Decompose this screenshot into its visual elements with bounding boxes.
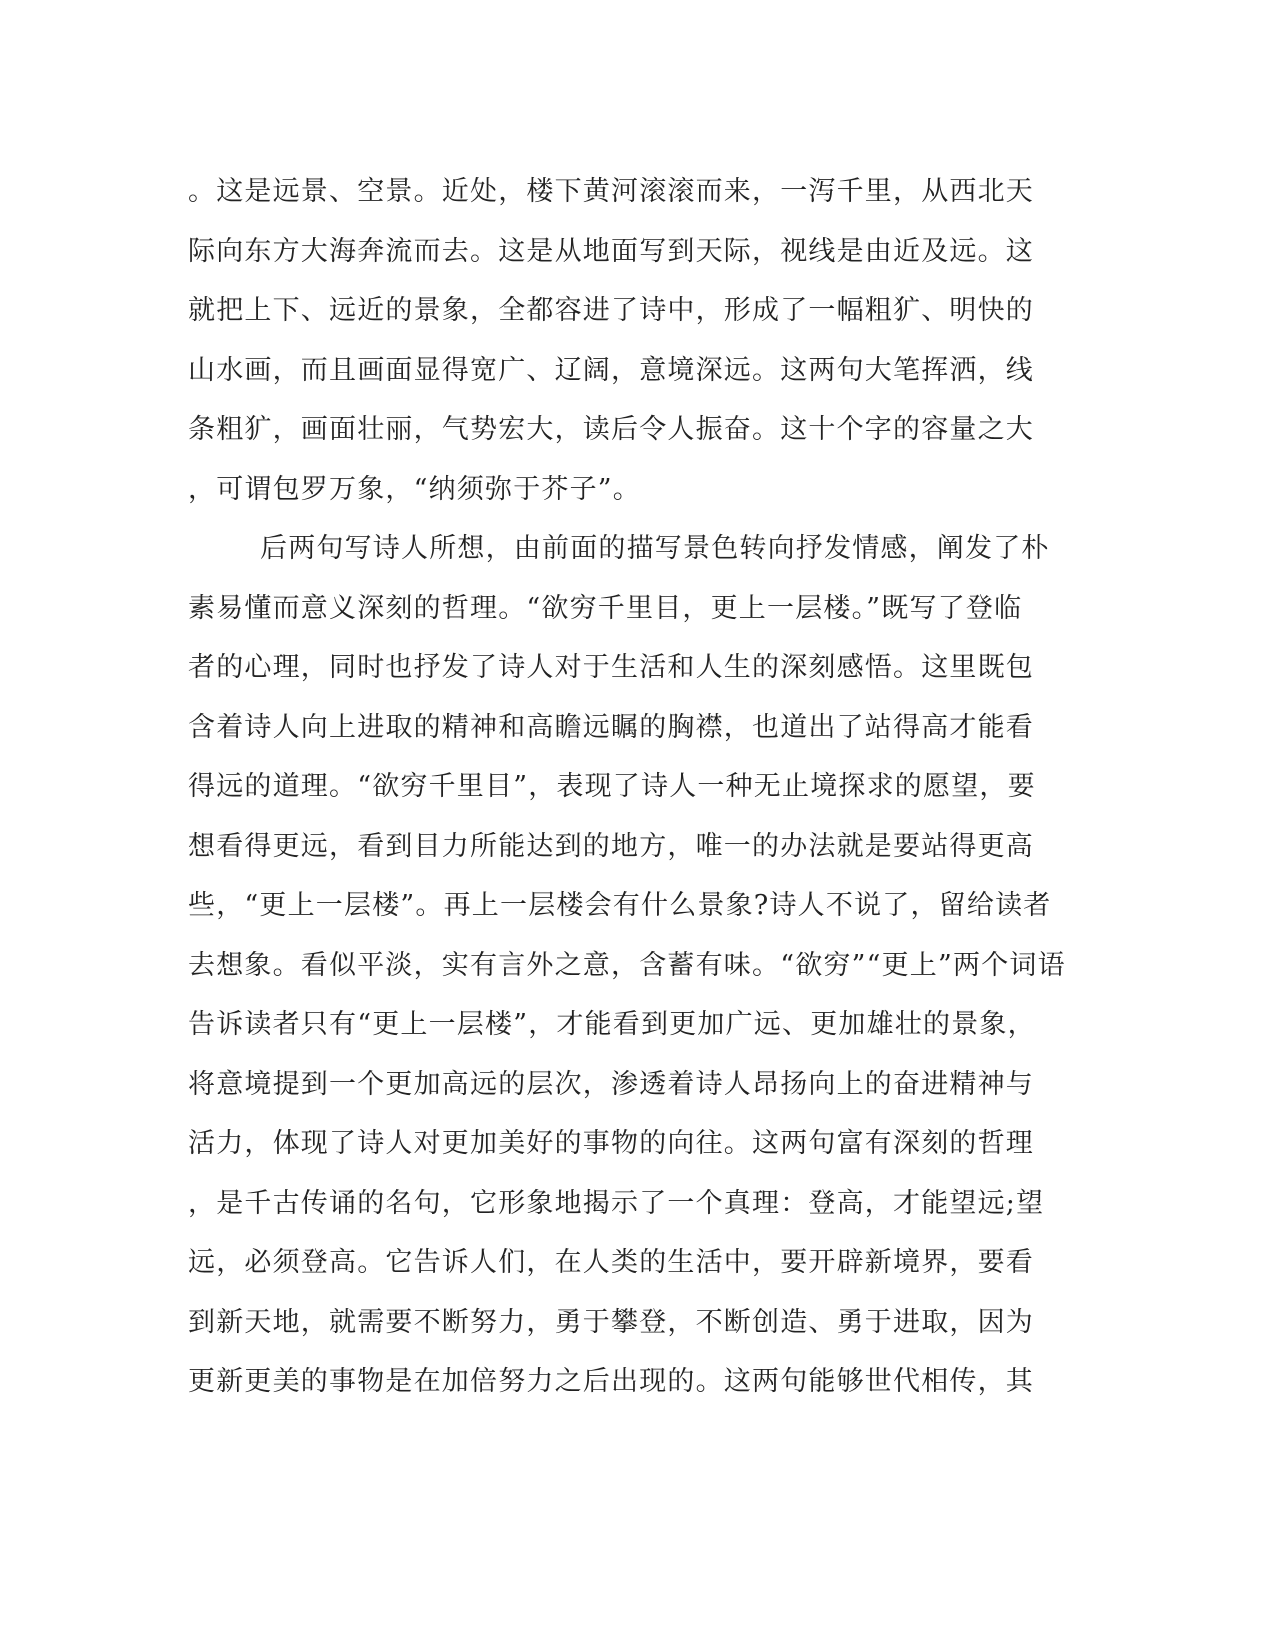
- text-line: 含着诗人向上进取的精神和高瞻远瞩的胸襟，也道出了站得高才能看: [188, 711, 1034, 743]
- text-line: 就把上下、远近的景象，全都容进了诗中，形成了一幅粗犷、明快的: [188, 295, 1034, 326]
- text-line: 。这是远景、空景。近处，楼下黄河滚滚而来，一泻千里，从西北天: [188, 176, 1034, 207]
- text-line: 素易懂而意义深刻的哲理。“欲穷千里目，更上一层楼。”既写了登临: [188, 592, 1023, 624]
- text-line: 际向东方大海奔流而去。这是从地面写到天际，视线是由近及远。这: [188, 235, 1034, 267]
- text-line: 告诉读者只有“更上一层楼”，才能看到更加广远、更加雄壮的景象，: [188, 1009, 1036, 1040]
- text-line: 者的心理，同时也抒发了诗人对于生活和人生的深刻感悟。这里既包: [188, 652, 1034, 683]
- text-line: ，是千古传诵的名句，它形象地揭示了一个真理：登高，才能望远;望: [188, 1187, 1045, 1219]
- text-line: 更新更美的事物是在加倍努力之后出现的。这两句能够世代相传，其: [188, 1366, 1034, 1397]
- text-line: 些，“更上一层楼”。再上一层楼会有什么景象?诗人不说了，留给读者: [188, 890, 1052, 921]
- text-line: ，可谓包罗万象，“纳须弥于芥子”。: [188, 473, 642, 505]
- text-line: 得远的道理。“欲穷千里目”，表现了诗人一种无止境探求的愿望，要: [188, 771, 1036, 802]
- text-line: 远，必须登高。它告诉人们，在人类的生活中，要开辟新境界，要看: [188, 1247, 1034, 1278]
- text-line: 到新天地，就需要不断努力，勇于攀登，不断创造、勇于进取，因为: [188, 1306, 1034, 1338]
- text-line: 去想象。看似平淡，实有言外之意，含蓄有味。“欲穷”“更上”两个词语: [188, 949, 1066, 981]
- text-line: 山水画，而且画面显得宽广、辽阔，意境深远。这两句大笔挥洒，线: [188, 354, 1034, 386]
- body-text: [188, 162, 1088, 1412]
- text-line: 活力，体现了诗人对更加美好的事物的向往。这两句富有深刻的哲理: [188, 1128, 1034, 1159]
- text-line: 想看得更远，看到目力所能达到的地方，唯一的办法就是要站得更高: [188, 830, 1034, 862]
- text-line: 将意境提到一个更加高远的层次，渗透着诗人昂扬向上的奋进精神与: [188, 1068, 1034, 1100]
- paragraph-start-line: 后两句写诗人所想，由前面的描写景色转向抒发情感，阐发了朴: [260, 533, 1050, 564]
- text-line: 条粗犷，画面壮丽，气势宏大，读后令人振奋。这十个字的容量之大: [188, 414, 1034, 445]
